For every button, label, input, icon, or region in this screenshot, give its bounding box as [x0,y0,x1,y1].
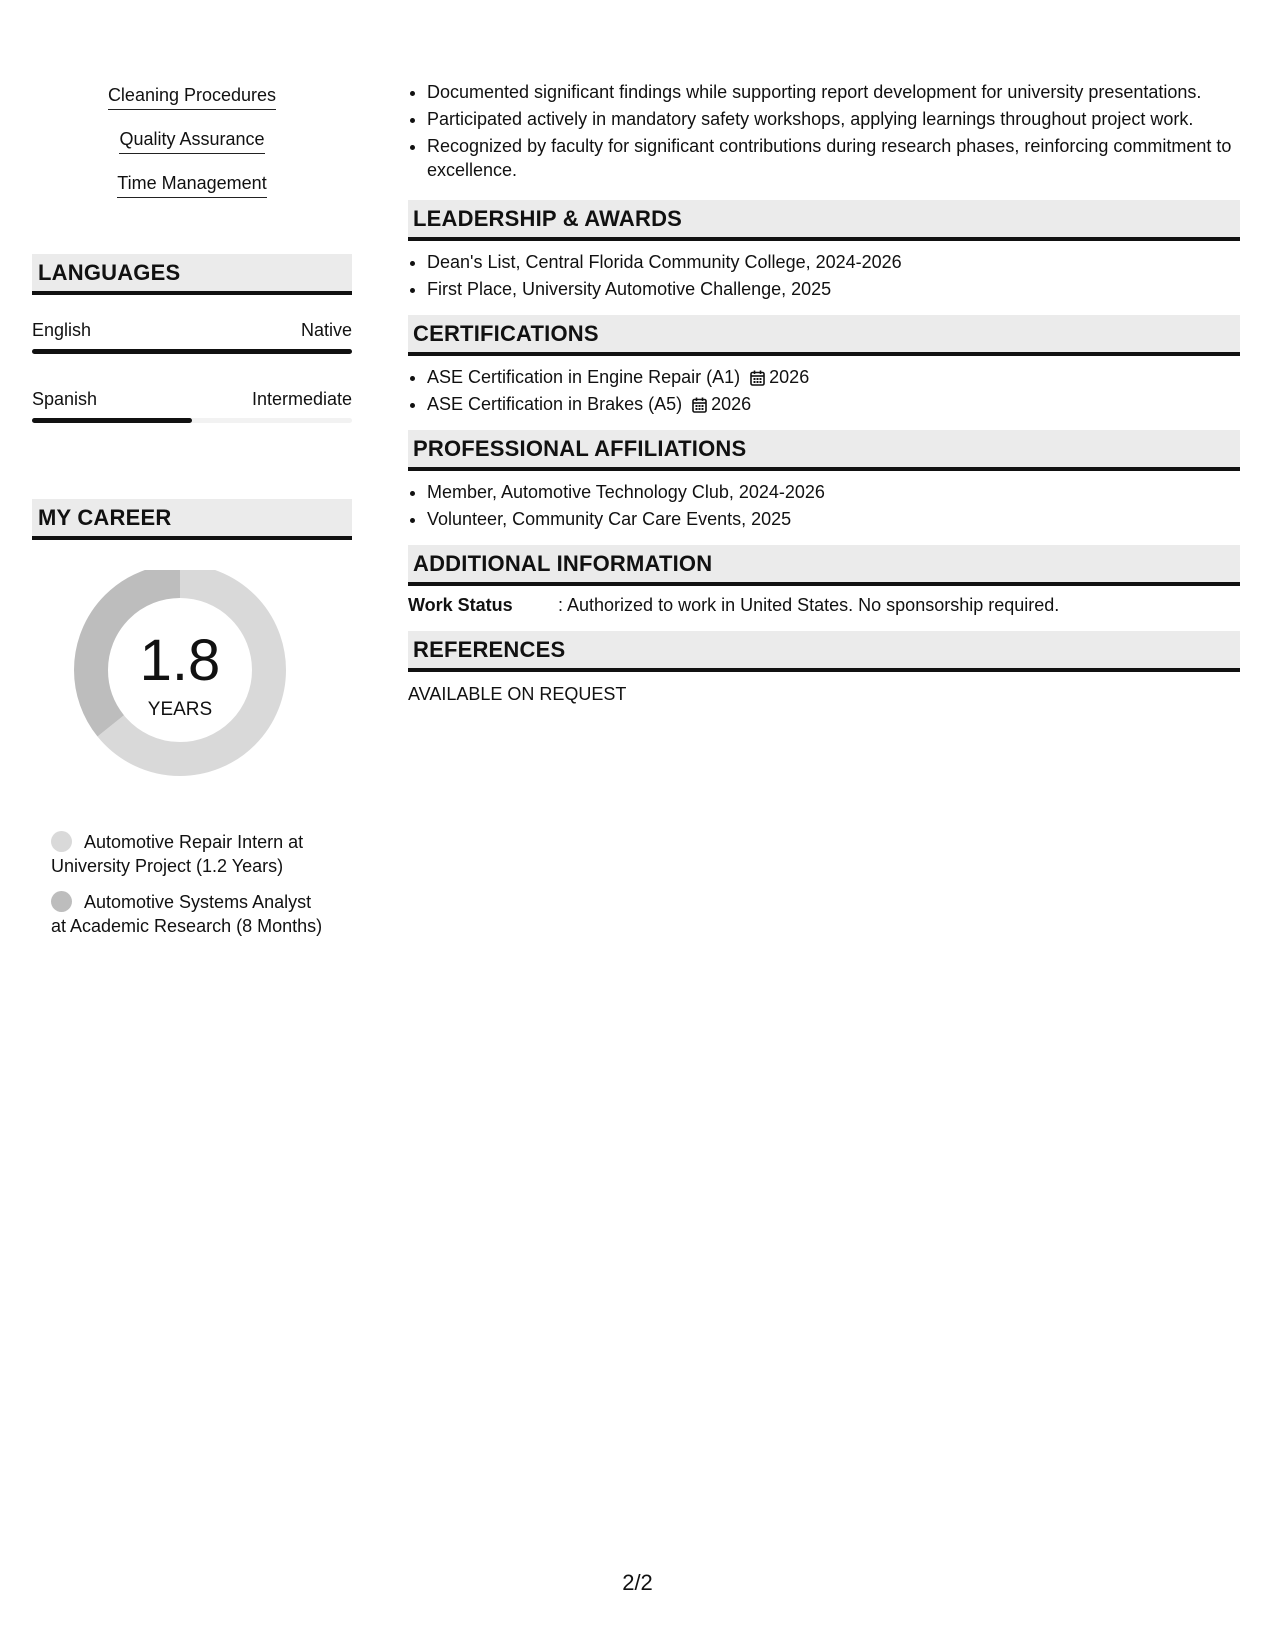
language-proficiency-fill [32,349,352,354]
work-status-row [408,593,1240,617]
language-proficiency-bar [32,349,352,354]
work-status-value: : Authorized to work in United States. No sponsorship required. [558,595,1060,615]
certification-name: ASE Certification in Brakes (A5) [427,394,683,414]
career-total-value: 1.8 [139,628,221,693]
legend-item [51,890,331,938]
certifications-list [408,365,1240,416]
references-section [408,631,1240,706]
affiliation-item: • Member, Automotive Technology Club, 2024-2026 [427,480,1240,504]
language-proficiency-fill [32,418,192,423]
work-status-label: Work Status [408,595,513,615]
right-column [408,80,1240,706]
leadership-section [408,200,1240,301]
page-number: 2/2 [622,1570,653,1595]
career-heading: MY CAREER [32,499,352,540]
leadership-item: • First Place, University Automotive Challenge, 2025 [427,277,1240,301]
calendar-icon [692,397,707,413]
left-column [32,84,352,950]
affiliations-section [408,430,1240,531]
languages-heading: LANGUAGES [32,254,352,295]
calendar-icon [750,370,765,386]
career-section [32,499,352,938]
career-legend [32,830,331,938]
certification-item [427,365,1240,389]
language-name: English [32,320,92,340]
additional-info-heading: ADDITIONAL INFORMATION [408,545,1240,586]
language-proficiency-bar [32,418,352,423]
certification-name: ASE Certification in Engine Repair (A1) [427,367,741,387]
certification-item [427,392,1240,416]
certifications-heading: CERTIFICATIONS [408,315,1240,356]
certifications-section [408,315,1240,416]
skill-item: Time Management [117,172,266,198]
skills-list [32,84,352,216]
references-heading: REFERENCES [408,631,1240,672]
leadership-heading: LEADERSHIP & AWARDS [408,200,1240,241]
references-text: AVAILABLE ON REQUEST [408,684,627,704]
languages-section [32,254,352,423]
career-donut-svg [32,570,352,830]
leadership-item: • Dean's List, Central Florida Community College, 2024-2026 [427,250,1240,274]
experience-bullet: • Participated actively in mandatory safety workshops, applying learnings throughout project work. [427,107,1240,131]
experience-bullet: • Recognized by faculty for significant contributions during research phases, reinforcing commitment to excellence. [427,134,1240,182]
affiliations-list [408,480,1240,531]
career-total-unit: YEARS [147,699,213,720]
skill-item: Cleaning Procedures [108,84,276,110]
experience-bullets [408,80,1240,182]
skill-item: Quality Assurance [119,128,264,154]
language-level: Native [300,320,352,340]
certification-year: 2026 [769,367,810,387]
certification-year: 2026 [711,394,752,414]
legend-dot-icon [51,891,72,912]
language-item [32,388,352,423]
language-level: Intermediate [251,389,352,409]
additional-info-section [408,545,1240,617]
legend-label: Automotive Repair Intern at University Project (1.2 Years) [51,832,304,876]
legend-label: Automotive Systems Analyst at Academic Research (8 Months) [51,892,323,936]
language-name: Spanish [32,389,98,409]
affiliations-heading: PROFESSIONAL AFFILIATIONS [408,430,1240,471]
experience-bullet: • Documented significant findings while supporting report development for university presentations. [427,80,1240,104]
legend-dot-icon [51,831,72,852]
affiliation-item: • Volunteer, Community Car Care Events, 2025 [427,507,1240,531]
career-donut-chart [32,570,352,830]
legend-item [51,830,331,878]
language-item [32,319,352,354]
leadership-list [408,250,1240,301]
